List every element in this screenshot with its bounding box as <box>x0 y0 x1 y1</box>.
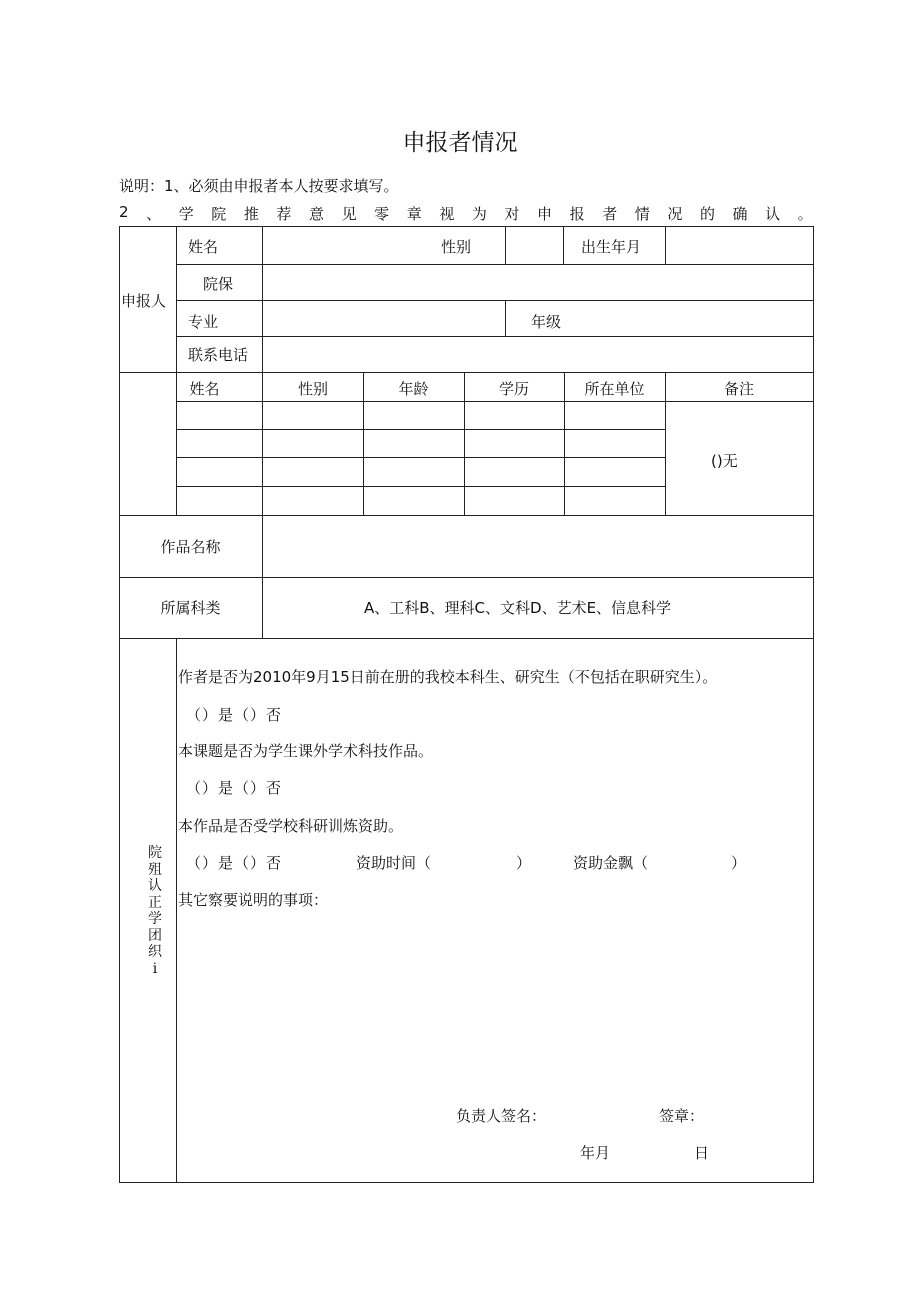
note2-char: 学 <box>178 205 194 223</box>
work-category-options[interactable]: A、工科B、理科C、文科D、艺术E、信息科学 <box>364 599 672 617</box>
note2-char: 院 <box>211 205 227 223</box>
note2-char: 视 <box>439 205 455 223</box>
confirmation-side-label: 院殂认正学团织i <box>148 845 162 977</box>
funding-time-close: ） <box>516 854 532 872</box>
note2-char: 2 <box>119 203 129 221</box>
major-label: 专业 <box>188 313 219 331</box>
major-field[interactable] <box>263 300 505 336</box>
question-3: 本作品是否受学校科研训炼资助。 <box>178 817 404 835</box>
note2-char: 报 <box>569 205 585 223</box>
work-name-label: 作品名称 <box>160 538 221 556</box>
team-header-gender: 性别 <box>297 380 328 398</box>
note2-char: 申 <box>537 205 553 223</box>
question-3-options[interactable]: （）是（）否 <box>186 854 283 872</box>
note2-char: 确 <box>732 205 748 223</box>
question-1: 作者是否为2010年9月15日前在册的我校本科生、研究生（不包括在职研究生）。 <box>178 668 718 686</box>
funding-amount-label: 资助金飘（ <box>573 854 649 872</box>
note2-char: 的 <box>699 205 715 223</box>
funding-amount-close: ） <box>731 854 747 872</box>
team-header-name: 姓名 <box>189 380 220 398</box>
funding-time-label: 资助时间（ <box>356 854 432 872</box>
other-matters-label: 其它察要说明的事项： <box>178 891 329 909</box>
signer-label: 负责人签名： <box>456 1107 547 1125</box>
note2-char: 零 <box>374 205 390 223</box>
seal-label: 签章： <box>659 1107 705 1125</box>
grade-field[interactable] <box>506 300 813 336</box>
note2-char: 章 <box>406 205 422 223</box>
note2-char: 意 <box>309 205 325 223</box>
team-remarks-value: ()无 <box>711 452 738 470</box>
note2-char: 。 <box>797 205 813 223</box>
instruction-note-1: 说明：1、必须由申报者本人按要求填写。 <box>119 177 399 195</box>
note2-char: 认 <box>765 205 781 223</box>
team-header-unit: 所在单位 <box>584 380 645 398</box>
date-year-month: 年月 <box>580 1144 611 1162</box>
college-label: 院保 <box>203 275 234 293</box>
birth-date-field[interactable] <box>666 226 813 264</box>
applicant-section-label: 申报人 <box>121 292 167 310</box>
team-header-education: 学历 <box>498 380 529 398</box>
college-field[interactable] <box>263 264 813 300</box>
question-2-options[interactable]: （）是（）否 <box>186 779 283 797</box>
note2-char: 见 <box>341 205 357 223</box>
date-day: 日 <box>694 1144 710 1162</box>
grade-label: 年级 <box>531 313 562 331</box>
note2-char: 荐 <box>276 205 292 223</box>
note2-char: 推 <box>243 205 259 223</box>
team-header-age: 年龄 <box>398 380 429 398</box>
note2-char: 、 <box>146 205 162 223</box>
gender-field[interactable] <box>506 226 563 264</box>
note2-char: 为 <box>471 205 487 223</box>
question-2: 本课题是否为学生课外学术科技作品。 <box>178 742 434 760</box>
team-header-remarks: 备注 <box>723 380 754 398</box>
name-label: 姓名 <box>188 238 219 256</box>
birth-date-label: 出生年月 <box>581 238 642 256</box>
note2-char: 者 <box>602 205 618 223</box>
page-title: 申报者情况 <box>402 130 518 156</box>
phone-label: 联系电话 <box>188 346 249 364</box>
other-matters-field[interactable] <box>178 920 808 1090</box>
note2-char: 况 <box>667 205 683 223</box>
note2-char: 对 <box>504 205 520 223</box>
note2-char: 情 <box>634 205 650 223</box>
work-category-label: 所属科类 <box>160 599 221 617</box>
work-name-field[interactable] <box>263 515 813 577</box>
phone-field[interactable] <box>263 336 813 372</box>
question-1-options[interactable]: （）是（）否 <box>186 706 283 724</box>
gender-label: 性别 <box>441 238 472 256</box>
